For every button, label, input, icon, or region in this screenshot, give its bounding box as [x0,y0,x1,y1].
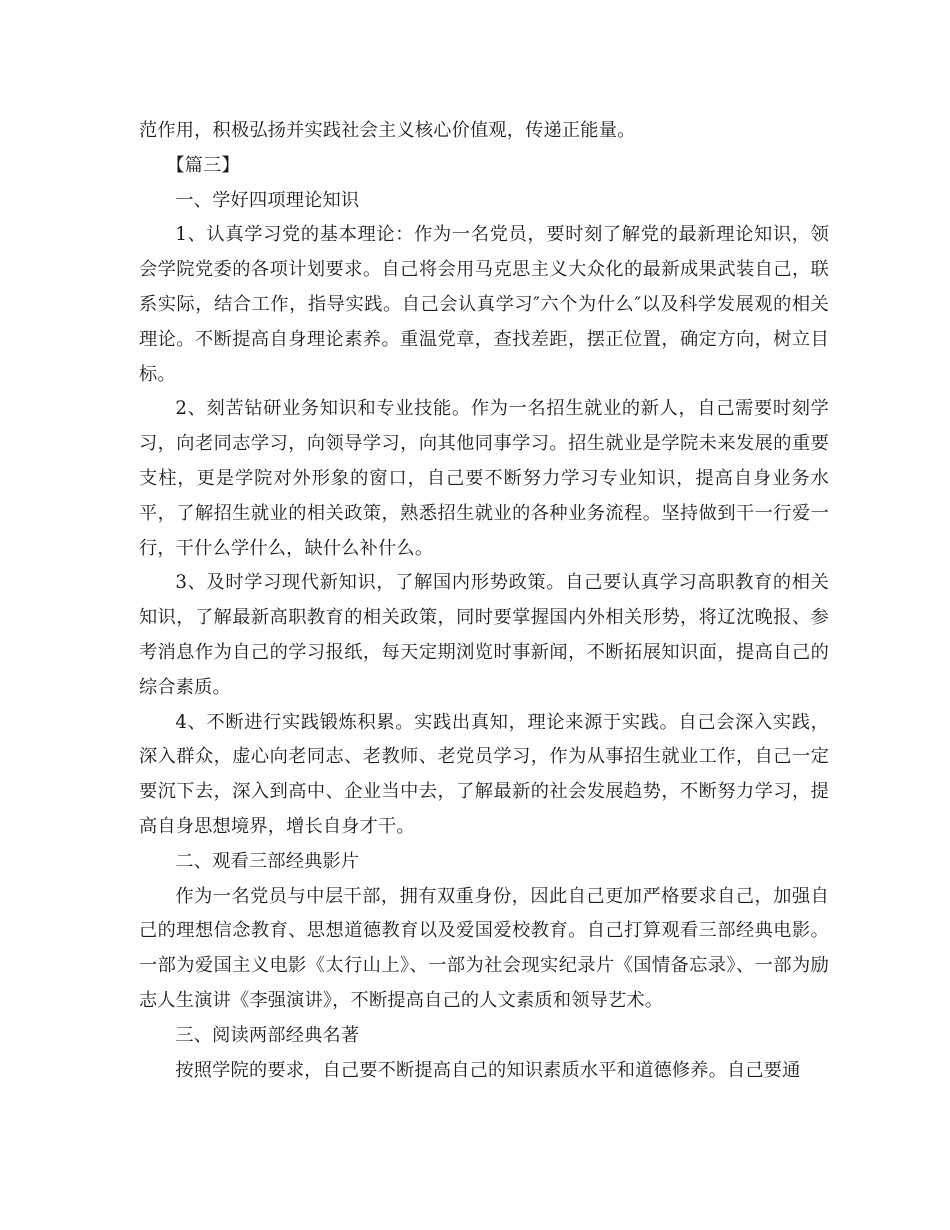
paragraph-item-1: 1、认真学习党的基本理论：作为一名党员，要时刻了解党的最新理论知识，领会学院党委的各项计划要求。自己将会用马克思主义大众化的最新成果武装自己，联系实际，结合工作，指导实践。自己会认真学习″六个为什么″以及科学发展观的相关理论。不断提高自身理论素养。重温党章，查找差距，摆正位置，确定方向，树立目标。 [139,224,829,385]
paragraph-item-4: 4、不断进行实践锻炼积累。实践出真知，理论来源于实践。自己会深入实践，深入群众，虚心向老同志、老教师、老党员学习，作为从事招生就业工作，自己一定要沉下去，深入到高中、企业当中去，了解最新的社会发展趋势，不断努力学习，提高自身思想境界，增长自身才干。 [139,711,829,837]
document-body [139,114,829,1088]
subheading-theory-knowledge: 一、学好四项理论知识 [175,189,360,211]
section-heading-part-three: 【篇三】 [166,154,240,176]
subheading-classic-films: 二、观看三部经典影片 [175,850,360,872]
paragraph-item-2: 2、刻苦钻研业务知识和专业技能。作为一名招生就业的新人，自己需要时刻学习，向老同志学习，向领导学习，向其他同事学习。招生就业是学院未来发展的重要支柱，更是学院对外形象的窗口，自己要不断努力学习专业知识，提高自身业务水平，了解招生就业的相关政策，熟悉招生就业的各种业务流程。坚持做到干一行爱一行，干什么学什么，缺什么补什么。 [139,398,829,559]
paragraph-books: 按照学院的要求，自己要不断提高自己的知识素质水平和道德修养。自己要通 [175,1059,801,1081]
paragraph-continuation: 范作用，积极弘扬并实践社会主义核心价值观，传递正能量。 [139,120,636,141]
subheading-classic-books: 三、阅读两部经典名著 [175,1024,360,1046]
paragraph-item-3: 3、及时学习现代新知识，了解国内形势政策。自己要认真学习高职教育的相关知识，了解最新高职教育的相关政策，同时要掌握国内外相关形势，将辽沈晚报、参考消息作为自己的学习报纸，每天定期浏览时事新闻，不断拓展知识面，提高自己的综合素质。 [139,572,829,698]
paragraph-films: 作为一名党员与中层干部，拥有双重身份，因此自己更加严格要求自己，加强自己的理想信念教育、思想道德教育以及爱国爱校教育。自己打算观看三部经典电影。一部为爱国主义电影《太行山上》、一部为社会现实纪录片《国情备忘录》、一部为励志人生演讲《李强演讲》，不断提高自己的人文素质和领导艺术。 [139,885,829,1011]
